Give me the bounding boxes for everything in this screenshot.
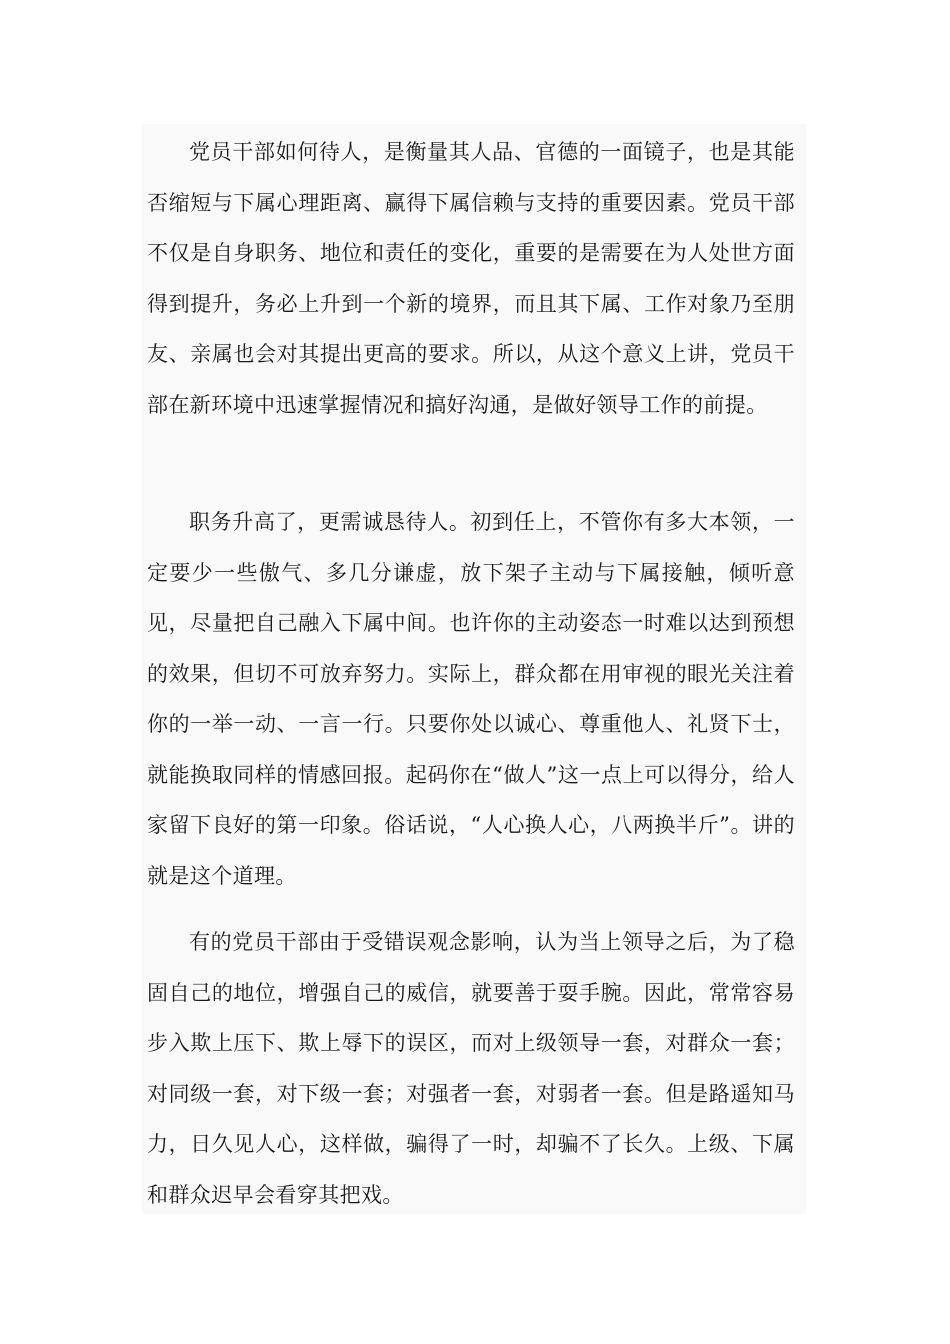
- paragraph-3: 有的党员干部由于受错误观念影响，认为当上领导之后，为了稳固自己的地位，增强自己的威信，就要善于耍手腕。因此，常常容易步入欺上压下、欺上辱下的误区，而对上级领导一套，对群众一套；对同级一套，对下级一套；对强者一套，对弱者一套。但是路遥知马力，日久见人心，这样做，骗得了一时，却骗不了长久。上级、下属和群众迟早会看穿其把戏。: [147, 930, 795, 1207]
- paragraph-1: 党员干部如何待人，是衡量其人品、官德的一面镜子，也是其能否缩短与下属心理距离、赢得下属信赖与支持的重要因素。党员干部不仅是自身职务、地位和责任的变化，重要的是需要在为人处世方面得到提升，务必上升到一个新的境界，而且其下属、工作对象乃至朋友、亲属也会对其提出更高的要求。所以，从这个意义上讲，党员干部在新环境中迅速掌握情况和搞好沟通，是做好领导工作的前提。: [147, 140, 795, 417]
- paragraph-2: 职务升高了，更需诚恳待人。初到任上，不管你有多大本领，一定要少一些傲气、多几分谦虚，放下架子主动与下属接触，倾听意见，尽量把自己融入下属中间。也许你的主动姿态一时难以达到预想的效果，但切不可放弃努力。实际上，群众都在用审视的眼光关注着你的一举一动、一言一行。只要你处以诚心、尊重他人、礼贤下士，就能换取同样的情感回报。起码你在“做人”这一点上可以得分，给人家留下良好的第一印象。俗话说，“人心换人心，八两换半斤”。讲的就是这个道理。: [147, 510, 795, 888]
